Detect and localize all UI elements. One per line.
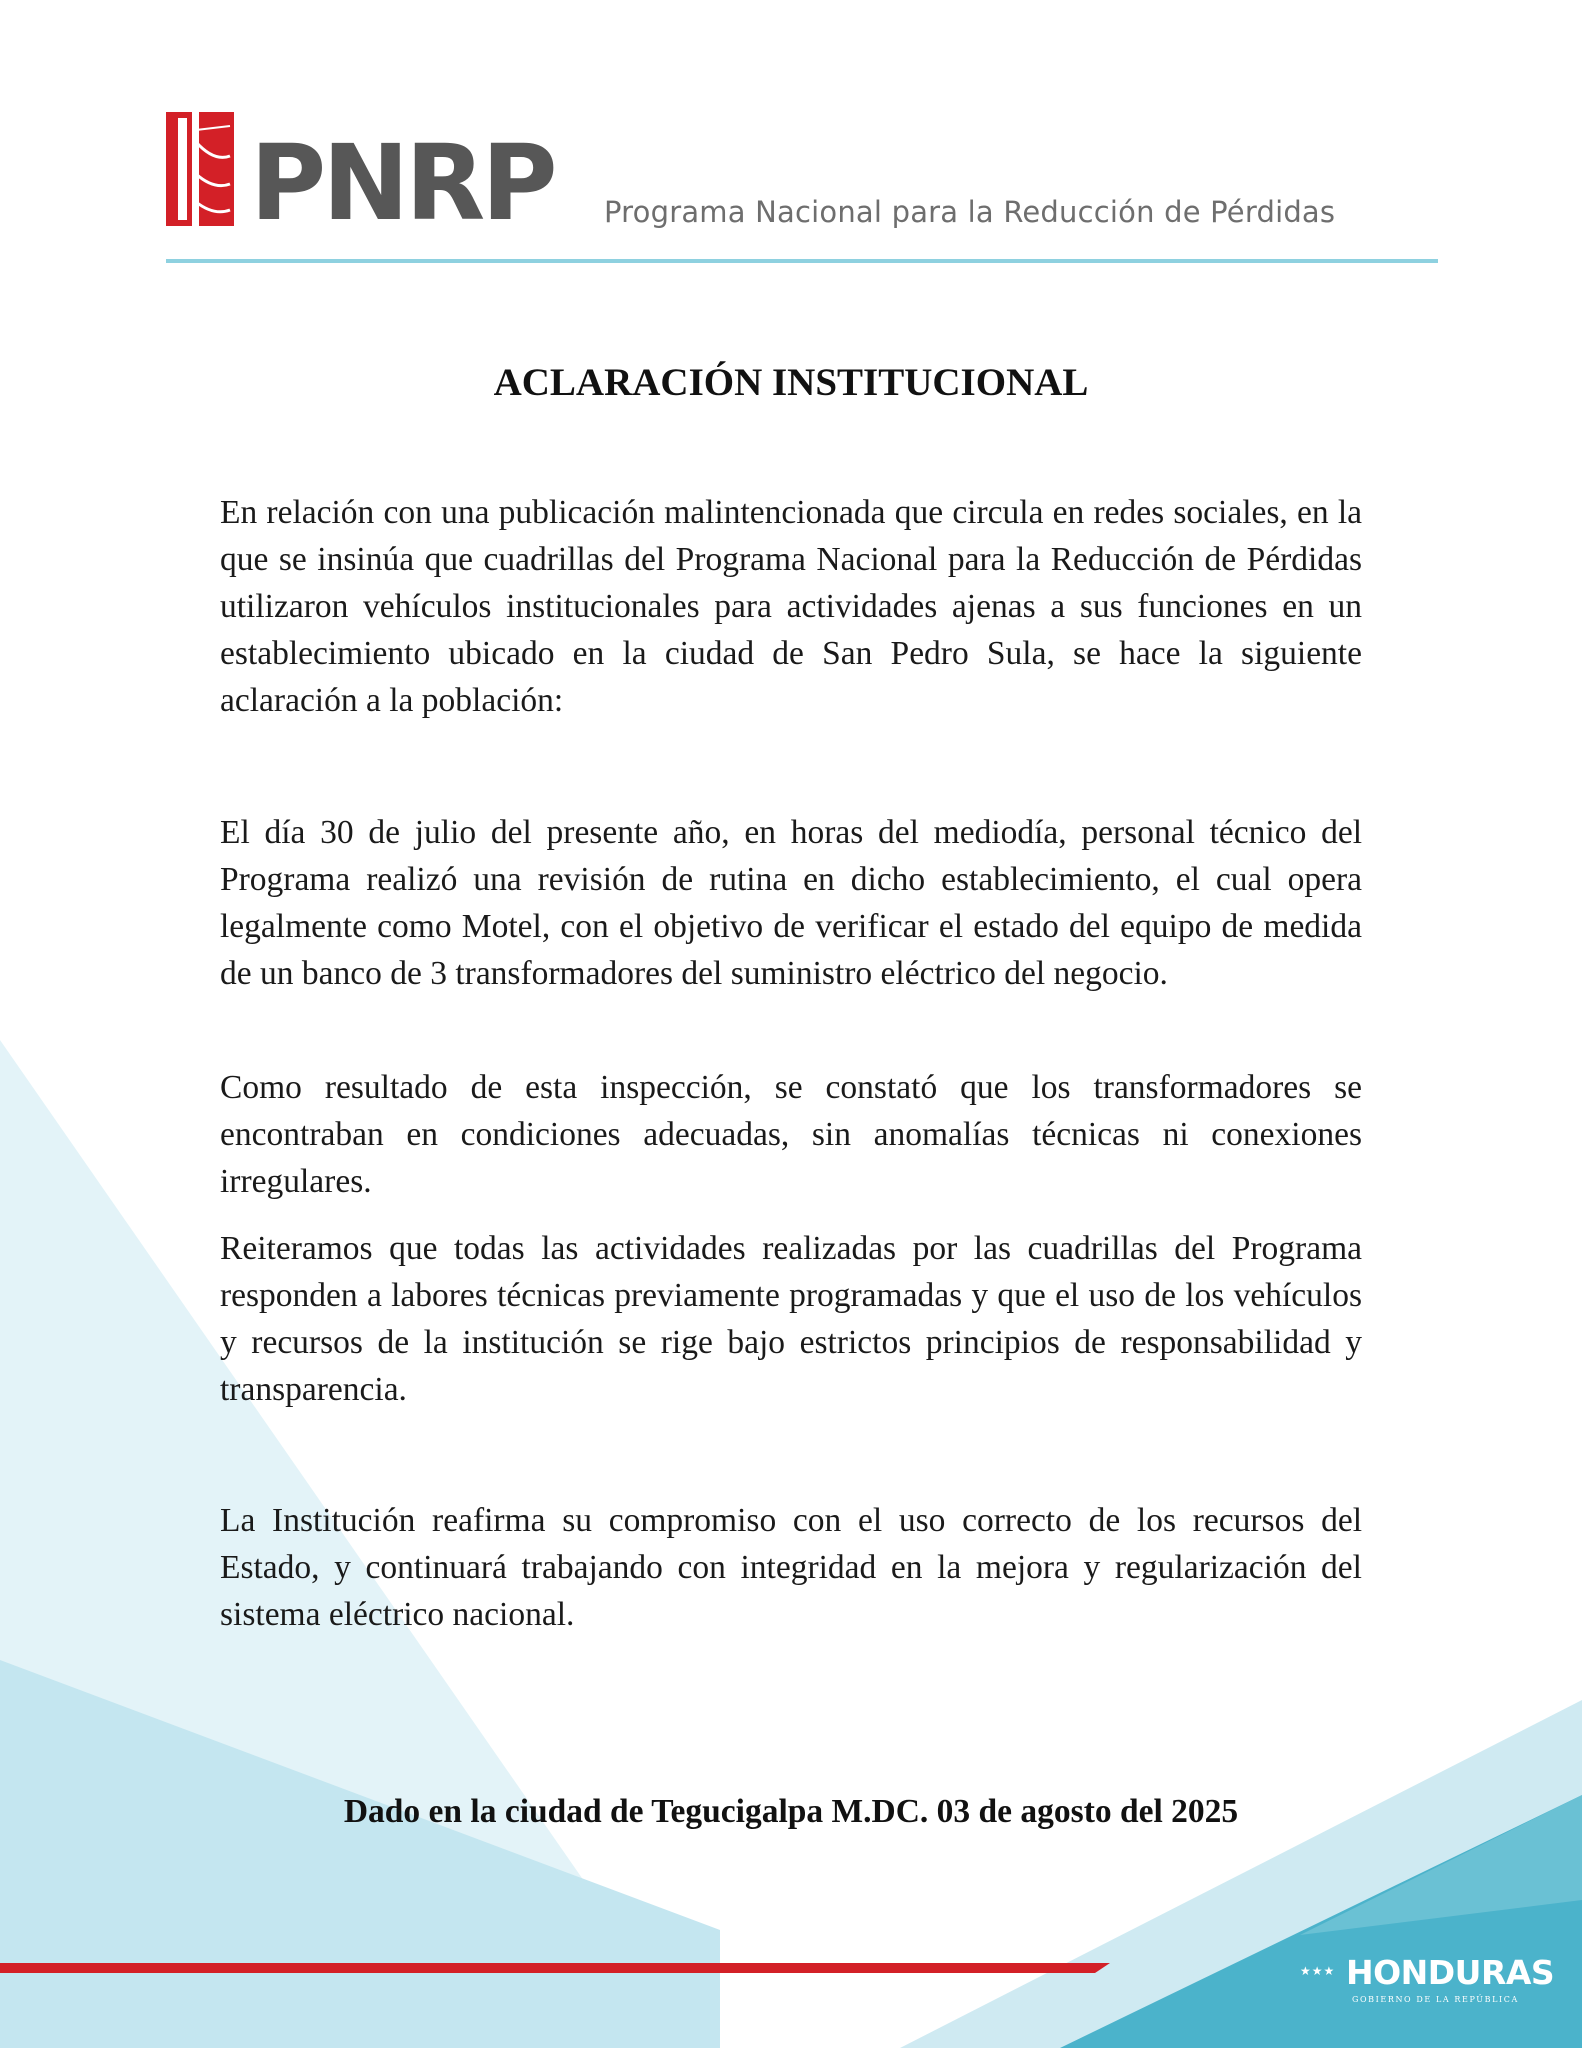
logo-tagline: Programa Nacional para la Reducción de Pérdidas [604,195,1336,229]
honduras-subtitle: GOBIERNO DE LA REPÚBLICA [1352,1995,1519,2004]
header-divider [166,259,1438,263]
document-title: ACLARACIÓN INSTITUCIONAL [493,361,1089,404]
pnrp-logo-icon [166,112,234,226]
logo-wordmark: PNRP [250,122,554,244]
signature-line: Dado en la ciudad de Tegucigalpa M.DC. 03 de agosto del 2025 [343,1793,1239,1830]
paragraph-commitment: La Institución reafirma su compromiso con el uso correcto de los recursos del Estado, y continuará trabajando con integridad en la mejora y regularización del sistema eléctrico nacional. [220,1502,1362,1633]
paragraph-reiteration: Reiteramos que todas las actividades realizadas por las cuadrillas del Programa responden a labores técnicas previamente programadas y que el uso de los vehículos y recursos de la institución se rige bajo estrictos principios de responsabilidad y transparencia. [220,1230,1362,1408]
paragraph-intro: En relación con una publicación malintencionada que circula en redes sociales, en la que se insinúa que cuadrillas del Programa Nacional para la Reducción de Pérdidas utilizaron vehículos institucionales para actividades ajenas a sus funciones en un establecimiento ubicado en la ciudad de San Pedro Sula, se hace la siguiente aclaración a la población: [220,494,1362,719]
paragraph-inspection: El día 30 de julio del presente año, en horas del mediodía, personal técnico del Programa realizó una revisión de rutina en dicho establecimiento, el cual opera legalmente como Motel, con el objetivo de verificar el estado del equipo de medida de un banco de 3 transformadores del suministro eléctrico del negocio. [220,814,1362,992]
stars-icon: ★★★ [1300,1964,1336,1978]
paragraph-result: Como resultado de esta inspección, se constató que los transformadores se encontraban en condiciones adecuadas, sin anomalías técnicas ni conexiones irregulares. [220,1069,1362,1200]
red-stripe-band [0,1963,1110,1973]
honduras-wordmark: HONDURAS [1346,1953,1555,1992]
